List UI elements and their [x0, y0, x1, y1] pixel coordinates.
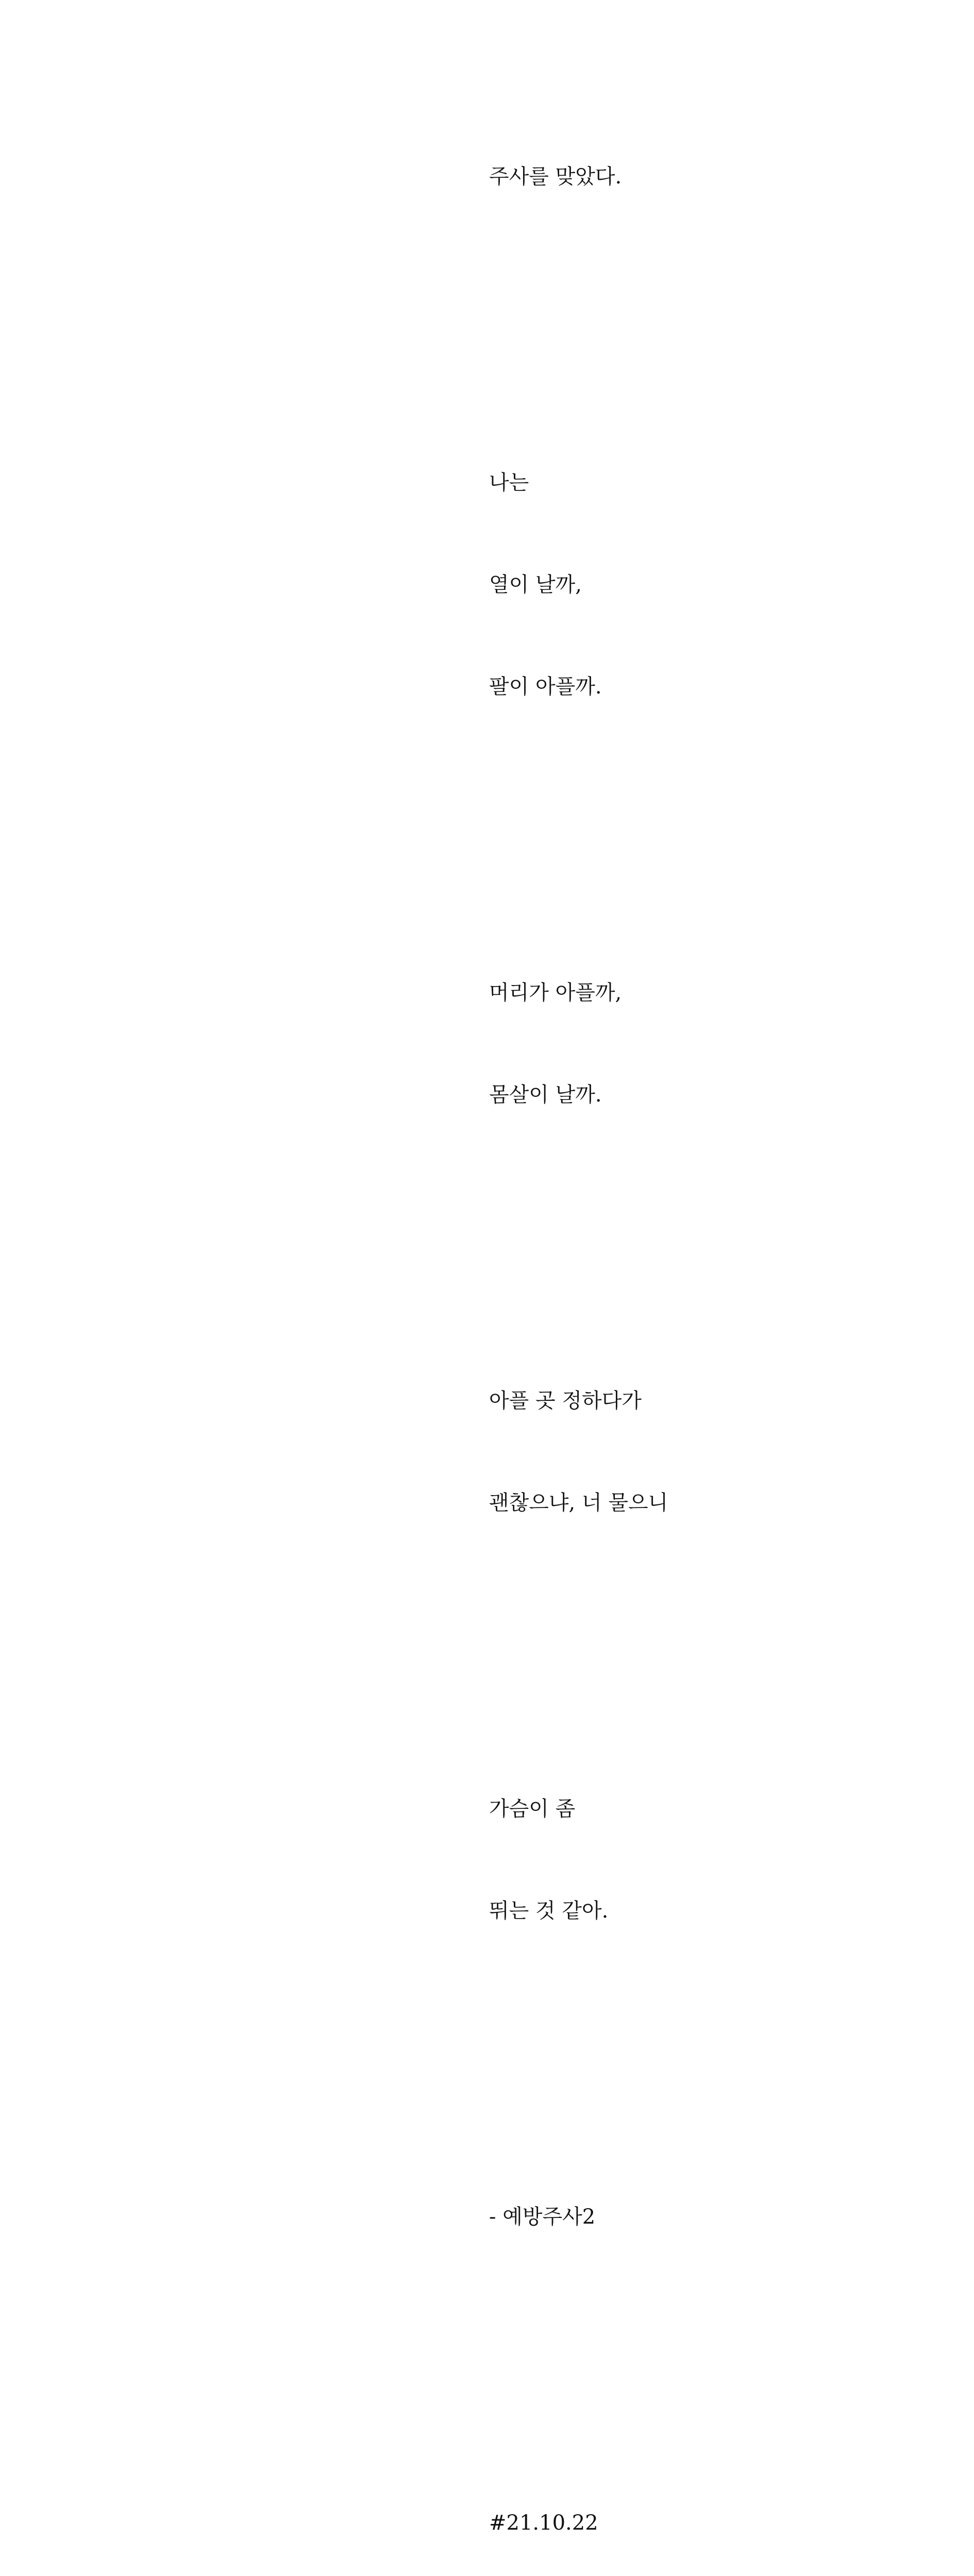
poem-line: 몸살이 날까. — [489, 1083, 602, 1107]
poem-line: 나는 — [489, 471, 529, 495]
poem-line: 주사를 맞았다. — [489, 165, 622, 189]
poem-attribution — [489, 2132, 668, 2302]
poem-text — [489, 24, 668, 2576]
attribution-line: - 예방주사2 — [489, 2205, 596, 2229]
poem-line: 팔이 아플까. — [489, 675, 602, 699]
poem-stanza-5 — [489, 1724, 668, 1996]
poem-stanza-4 — [489, 1316, 668, 1588]
hashtag-block — [489, 2438, 668, 2576]
poem-line: 아플 곳 정하다가 — [489, 1389, 642, 1413]
poem-line: 가슴이 좀 — [489, 1797, 576, 1821]
poem-stanza-3 — [489, 908, 668, 1180]
hashtag-line: #21.10.22 — [489, 2511, 598, 2535]
poem-line: 괜찮으냐, 너 물으니 — [489, 1491, 668, 1515]
poem-stanza-2 — [489, 398, 668, 772]
poem-line: 열이 날까, — [489, 573, 582, 597]
poem-line: 뛰는 것 같아. — [489, 1899, 609, 1923]
poem-line: 머리가 아플까, — [489, 981, 622, 1005]
poem-stanza-1 — [489, 92, 668, 262]
